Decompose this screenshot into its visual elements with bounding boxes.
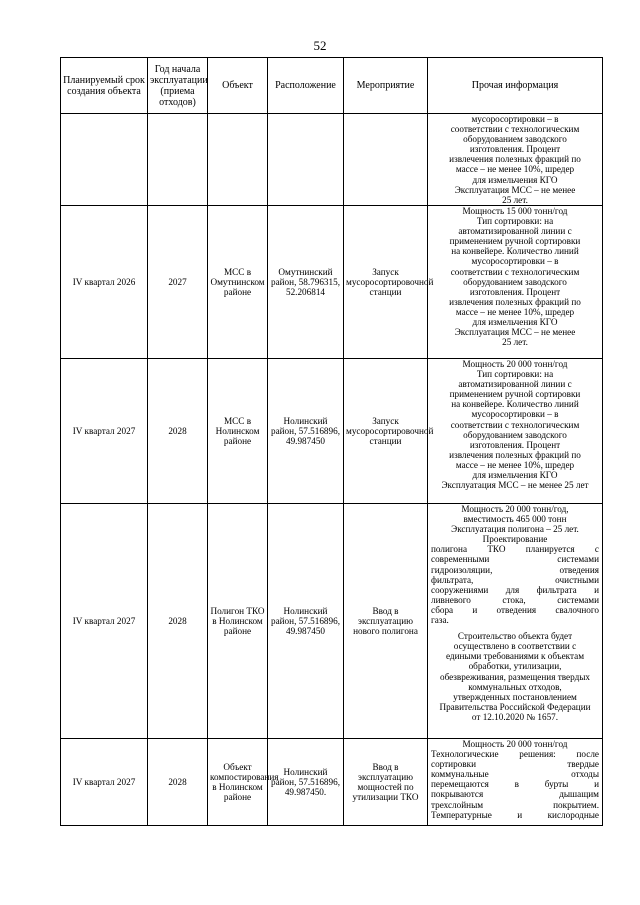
- location-cell: Нолинский район, 57.516896, 49.987450: [268, 504, 344, 739]
- waste-facilities-table: [60, 57, 603, 826]
- header-planned-period: Планируемый срок создания объекта: [61, 58, 148, 114]
- info-line: фильтрата, очистными: [431, 574, 599, 585]
- info-text: Мощность 20 000 тонн/год Тип сортировки: на автоматизированной линии с применением ручной сортировки на конвейере. Количество линий мусоросортировки – в соответствии с технологическим оборудованием заводского изготовления. Процент извлечения полезных фракций по массе – не менее 10%, шредер для измельчения КГО Эксплуатация МСС – не менее 25 лет: [441, 359, 589, 491]
- object-cell: МСС в Нолинском районе: [208, 359, 268, 504]
- info-line: сооружениями для фильтрата и: [431, 584, 599, 595]
- info-cell: [428, 359, 603, 504]
- info-text-justified: [431, 749, 599, 820]
- info-cell: [428, 206, 603, 359]
- info-cell: [428, 114, 603, 206]
- period-cell: IV квартал 2027: [61, 739, 148, 826]
- info-text: Мощность 15 000 тонн/год Тип сортировки: на автоматизированной линии с применением ручной сортировки на конвейере. Количество линий мусоросортировки – в соответствии с технологическим оборудованием заводского изготовления. Процент извлечения полезных фракций по массе – не менее 10%, шредер для измельчения КГО Эксплуатация МСС – не менее 25 лет.: [449, 206, 581, 348]
- table-header-row: [61, 58, 603, 114]
- measure-cell: Ввод в эксплуатацию нового полигона: [344, 504, 428, 739]
- info-text: Мощность 20 000 тонн/год: [462, 739, 568, 749]
- header-measure: Мероприятие: [344, 58, 428, 114]
- object-cell: Объект компостирования в Нолинском районе: [208, 739, 268, 826]
- measure-cell: Запуск мусоросортировочной станции: [344, 206, 428, 359]
- measure-cell: [344, 114, 428, 206]
- year-cell: 2028: [148, 359, 208, 504]
- location-cell: Нолинский район, 57.516896, 49.987450.: [268, 739, 344, 826]
- info-line: Температурные и кислородные: [431, 809, 599, 820]
- info-cell: [428, 504, 603, 739]
- info-line: покрываются дышащим: [431, 789, 599, 800]
- info-line: трехслойным покрытием.: [431, 799, 599, 810]
- location-cell: Омутнинский район, 58.796315, 52.206814: [268, 206, 344, 359]
- table-row: [61, 206, 603, 359]
- table-row: [61, 504, 603, 739]
- period-cell: [61, 114, 148, 206]
- info-line: коммунальные отходы: [431, 769, 599, 780]
- page-number: 52: [313, 38, 327, 53]
- info-text: мусоросортировки – в соответствии с технологическим оборудованием заводского изготовления. Процент извлечения полезных фракций по массе – не менее 10%, шредер для измельчения КГО Эксплуатация МСС – не менее 25 лет.: [449, 114, 581, 205]
- measure-cell: Ввод в эксплуатацию мощностей по утилизации ТКО: [344, 739, 428, 826]
- info-line: гидроизоляции, отведения: [431, 564, 599, 575]
- period-cell: IV квартал 2027: [61, 359, 148, 504]
- info-line: сортировки твердые: [431, 759, 599, 770]
- year-cell: 2027: [148, 206, 208, 359]
- header-location: Расположение: [268, 58, 344, 114]
- header-start-year: Год начала эксплуатации (приема отходов): [148, 58, 208, 114]
- info-line: Технологические решения: после: [431, 749, 599, 760]
- info-line: перемещаются в бурты и: [431, 779, 599, 790]
- location-cell: Нолинский район, 57.516896, 49.987450: [268, 359, 344, 504]
- info-cell: [428, 739, 603, 826]
- period-cell: IV квартал 2027: [61, 504, 148, 739]
- year-cell: 2028: [148, 739, 208, 826]
- table-row: [61, 739, 603, 826]
- info-text-note: Строительство объекта будет осуществлено в соответствии с едиными требованиями к объектам обработки, утилизации, обезвреживания, размещения твердых коммунальных отходов, утвержденных постановлением Правительства Российской Федерации от 12.10.2020 № 1657.: [439, 631, 591, 722]
- info-line: ливневого стока, системами: [431, 594, 599, 605]
- location-cell: [268, 114, 344, 206]
- info-line: современными системами: [431, 554, 599, 565]
- table-row: [61, 359, 603, 504]
- table-row: [61, 114, 603, 206]
- year-cell: 2028: [148, 504, 208, 739]
- header-object: Объект: [208, 58, 268, 114]
- period-cell: IV квартал 2026: [61, 206, 148, 359]
- measure-cell: Запуск мусоросортировочной станции: [344, 359, 428, 504]
- info-line: сбора и отведения свалочного: [431, 604, 599, 615]
- info-text-justified: [431, 544, 599, 625]
- header-other-info: Прочая информация: [428, 58, 603, 114]
- object-cell: МСС в Омутнинском районе: [208, 206, 268, 359]
- object-cell: Полигон ТКО в Нолинском районе: [208, 504, 268, 739]
- object-cell: [208, 114, 268, 206]
- info-line: газа.: [431, 615, 449, 626]
- info-line: полигона ТКО планируется с: [431, 544, 599, 555]
- info-text: Мощность 20 000 тонн/год, вместимость 465 000 тонн Эксплуатация полигона – 25 лет. Проектирование: [451, 504, 579, 545]
- year-cell: [148, 114, 208, 206]
